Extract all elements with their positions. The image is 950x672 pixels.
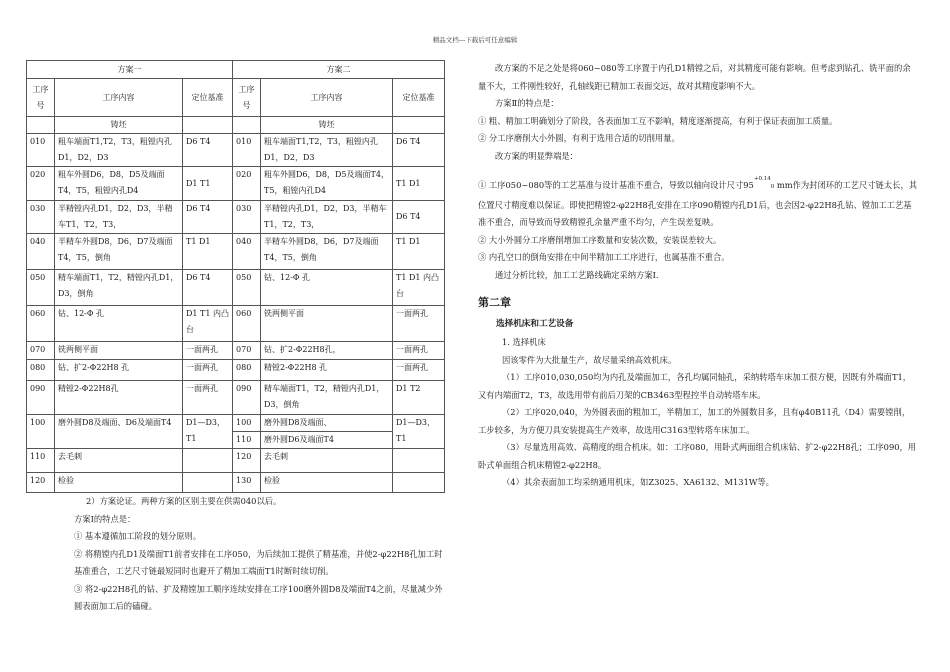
- step-cell: 010: [233, 134, 261, 167]
- table-row: [27, 234, 445, 270]
- plan2-drawback-heading: 改方案的明显弊端是：: [495, 150, 578, 161]
- table-row: [27, 134, 445, 167]
- step-cell: 010: [27, 134, 55, 167]
- step-cell: 110: [233, 432, 261, 449]
- step-cell: 090: [27, 381, 55, 415]
- locate-cell: D1—D3，T1: [393, 415, 445, 449]
- col-content-header: 工序内容: [261, 79, 393, 117]
- content-cell: 检验: [55, 473, 183, 493]
- step-cell: 030: [27, 201, 55, 234]
- content-cell: 粗车外圆D6，D8，D5及端面T4，T5，粗镗内孔D4: [261, 167, 393, 201]
- step-cell: 080: [233, 360, 261, 381]
- step-cell: 120: [233, 449, 261, 473]
- subsection-title: 1. 选择机床: [502, 337, 546, 347]
- step-cell: 080: [27, 360, 55, 381]
- plan2-drawback-2: ② 大小外圆分工序磨削增加工序数量和安装次数，安装误差较大。: [478, 234, 722, 245]
- step-cell: 020: [233, 167, 261, 201]
- plan2-drawback-1: ① 工序050~080等的工艺基准与设计基准不重合，导致以轴向设计尺寸$95^{+0.14}0$ mm作为封闭环的工艺尺寸链太长，其位置尺寸精度难以保证。即使把精镗2-φ22H8孔安排在工序090精镗内孔D1后，也会因2-φ22H8孔钻、镗加工工艺基准不重合，而导致而导致精镗孔余量严重不均匀，产生误差复映。: [478, 176, 918, 227]
- content-cell: 去毛刺: [261, 449, 393, 473]
- content-cell: 去毛刺: [55, 449, 183, 473]
- locate-cell: T1 D1 内凸台: [393, 270, 445, 306]
- locate-cell: D1—D3，T1: [183, 415, 233, 449]
- machine-item-2: （2）工序020,040，为外圆表面的粗加工，半精加工，加工的外圆数目多，且有φ40B11孔（D4）需要镗削，工步较多，为方便刀具安装提高生产效率，故选用C3163型转塔车床加工。: [478, 407, 911, 435]
- left-column: [26, 60, 444, 616]
- content-cell: 磨外圆D6及端面T4: [261, 432, 393, 449]
- locate-cell: D6 T4: [183, 201, 233, 234]
- table-row: [27, 201, 445, 234]
- step-cell: 020: [27, 167, 55, 201]
- locate-cell: 一面两孔: [393, 360, 445, 381]
- content-cell: 粗车端面T1,T2，T3，粗镗内孔D1，D2，D3: [55, 134, 183, 167]
- conclusion: 通过分析比较，加工工艺路线确定采纳方案Ⅰ.: [495, 269, 659, 280]
- plan2-point-2: ② 分工序磨削大小外圆，有利于选用合适的切削用量。: [478, 133, 680, 143]
- table-row: [27, 306, 445, 342]
- locate-cell: 一面两孔: [393, 342, 445, 360]
- step-cell: 070: [233, 342, 261, 360]
- locate-cell: 一面两孔: [183, 360, 233, 381]
- plan1-point-3: ③ 将2-φ22H8孔的钻、扩及精镗加工顺序连续安排在工序100磨外圆D8及端面T4之前，尽量减少外圆表面加工后的磕碰。: [74, 583, 443, 611]
- locate-cell: D1 T1: [183, 167, 233, 201]
- table-row: [27, 473, 445, 493]
- step-cell: 050: [233, 270, 261, 306]
- col-locate-header: 定位基准: [393, 79, 445, 117]
- content-cell: 粗车端面T1,T2，T3，粗镗内孔D1，D2，D3: [261, 134, 393, 167]
- step-cell: 130: [233, 473, 261, 493]
- locate-cell: T1 D1: [183, 234, 233, 270]
- content-cell: 钻、12-Φ 孔: [55, 306, 183, 342]
- content-cell: 检验: [261, 473, 393, 493]
- locate-cell: D6 T4: [393, 201, 445, 234]
- step-cell: 100: [233, 415, 261, 432]
- step-cell: 040: [27, 234, 55, 270]
- step-cell: 100: [27, 415, 55, 449]
- table-row: [27, 167, 445, 201]
- locate-cell: 一面两孔: [393, 306, 445, 342]
- step-cell: 030: [233, 201, 261, 234]
- plan1-point-2: ② 将精镗内孔D1及端面T1前者安排在工序050，为后续加工提供了精基准，并使2-φ22H8孔加工时基准重合，工艺尺寸链最短同时也避开了精加工端面T1时断时续切削。: [74, 548, 443, 576]
- col-step-header: 工序号: [233, 79, 261, 117]
- locate-cell: D1 T2: [393, 381, 445, 415]
- step-cell: 050: [27, 270, 55, 306]
- col-step-header: 工序号: [27, 79, 55, 117]
- plan2-features-heading: 方案Ⅱ的特点是：: [495, 98, 559, 108]
- locate-cell: D6 T4: [183, 134, 233, 167]
- locate-cell: 一面两孔: [183, 342, 233, 360]
- locate-cell: D6 T4: [183, 270, 233, 306]
- content-cell: 精镗2-Φ22H8孔: [55, 381, 183, 415]
- machine-item-3: （3）尽量选用高效、高精度的组合机床。如：工序080，用卧式两面组合机床钻、扩2-φ22H8孔；工序090，用卧式单面组合机床精镗2-φ22H8。: [478, 442, 917, 470]
- plan-argument: 2）方案论证。两种方案的区别主要在供需040以后。: [86, 496, 282, 506]
- step-cell: 090: [233, 381, 261, 415]
- plan1-drawback: 改方案的不足之处是将060~080等工序置于内孔D1精镗之后，对其精度可能有影响。但考虑到钻孔、铣平面的余量不大，工件刚性较好，孔轴线距已精加工表面交远，故对其精度影响不大。: [478, 63, 911, 91]
- content-cell: 粗车外圆D6，D8，D5及端面T4，T5，粗镗内孔D4: [55, 167, 183, 201]
- machine-item-4: （4）其余表面加工均采纳通用机床，如Z3025、XA6132、M131W等。: [502, 477, 774, 487]
- content-cell: 半精车外圆D8，D6，D7及端面T4，T5，倒角: [55, 234, 183, 270]
- table-row: [27, 270, 445, 306]
- col-locate-header: 定位基准: [183, 79, 233, 117]
- content-cell: 磨外圆D8及端面、: [261, 415, 393, 432]
- content-cell: 精车端面T1，T2，精镗内孔D1，D3，倒角: [261, 381, 393, 415]
- table-row: [27, 415, 445, 432]
- content-cell: 铣两侧平面: [55, 342, 183, 360]
- content-cell: 磨外圆D8及端面、D6及端面T4: [55, 415, 183, 449]
- section-title: 选择机床和工艺设备: [496, 319, 574, 329]
- plan2-drawback-3: ③ 内孔空口的倒角安排在中间半精加工工序进行，也属基准不重合。: [478, 252, 730, 262]
- table-row: [27, 381, 445, 415]
- locate-cell: T1 D1: [393, 234, 445, 270]
- plan1-features-heading: 方案Ⅰ的特点是：: [74, 513, 136, 524]
- content-cell: 钻、扩2-Φ22H8 孔: [55, 360, 183, 381]
- col-content-header: 工序内容: [55, 79, 183, 117]
- content-cell: 半精车外圆D8，D6，D7及端面T4，T5，倒角: [261, 234, 393, 270]
- content-cell: 半精镗内孔D1，D2，D3，半精车T1，T2，T3，: [55, 201, 183, 234]
- blank-row-label: 铸坯: [55, 117, 183, 134]
- step-cell: 040: [233, 234, 261, 270]
- plan2-title: 方案二: [233, 61, 445, 79]
- step-cell: 120: [27, 473, 55, 493]
- locate-cell: 一面两孔: [183, 381, 233, 415]
- chapter-title: 第二章: [478, 296, 511, 309]
- content-cell: 钻、12-Φ 孔: [261, 270, 393, 306]
- content-cell: 钻、扩2-Φ22H8孔，: [261, 342, 393, 360]
- process-plan-table: [26, 60, 445, 493]
- step-cell: 060: [27, 306, 55, 342]
- page-header: 精品文档---下载后可任意编辑: [432, 36, 518, 44]
- table-row: [27, 342, 445, 360]
- locate-cell: T1 D1: [393, 167, 445, 201]
- table-row: [27, 449, 445, 473]
- content-cell: 铣两侧平面: [261, 306, 393, 342]
- right-column: [478, 60, 918, 492]
- locate-cell: D1 T1 内凸台: [183, 306, 233, 342]
- plan1-point-1: ① 基本遵循加工阶段的划分原则。: [74, 531, 202, 541]
- plan1-title: 方案一: [27, 61, 233, 79]
- locate-cell: D6 T4: [393, 134, 445, 167]
- machine-intro: 因该零件为大批量生产，故尽量采纳高效机床。: [502, 354, 677, 365]
- step-cell: 070: [27, 342, 55, 360]
- blank-row-label: 铸坯: [261, 117, 393, 134]
- machine-item-1: （1）工序010,030,050均为内孔及端面加工，各孔均属同轴孔，采纳转塔车床加工很方便，因既有外端面T1，又有内端面T2，T3，故选用带有前后刀架的CB3463型程控半自动转塔车床。: [478, 372, 912, 400]
- content-cell: 精车端面T1，T2，精镗内孔D1，D3，倒角: [55, 270, 183, 306]
- step-cell: 110: [27, 449, 55, 473]
- step-cell: 060: [233, 306, 261, 342]
- table-row: [27, 360, 445, 381]
- content-cell: 半精镗内孔D1，D2，D3，半精车T1，T2，T3，: [261, 201, 393, 234]
- content-cell: 精镗2-Φ22H8 孔: [261, 360, 393, 381]
- plan2-point-1: ① 粗、精加工明确划分了阶段，各表面加工互不影响，精度逐渐提高，有利于保证表面加工质量。: [478, 115, 838, 126]
